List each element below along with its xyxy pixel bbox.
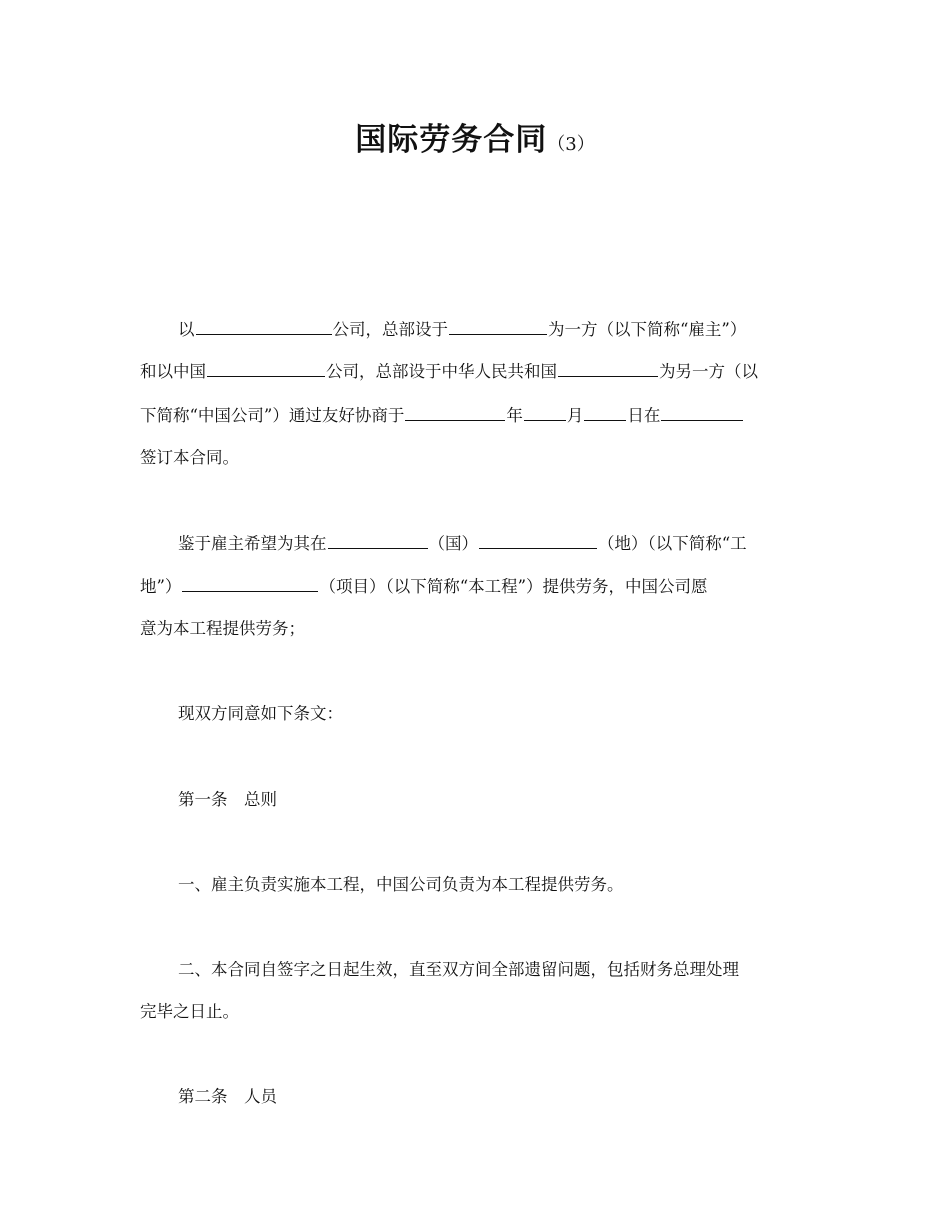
text: 年	[506, 406, 523, 425]
article-2-heading: 第二条 人员	[178, 1087, 277, 1106]
clause-2-line-2: 完毕之日止。	[140, 1002, 239, 1021]
text: （地）（以下简称“工	[598, 534, 747, 553]
text: 地”）	[140, 577, 182, 596]
recital-line-2	[140, 575, 708, 598]
text: 和以中国	[140, 362, 206, 381]
text: 为另一方（以	[659, 362, 758, 381]
text: 月	[566, 406, 584, 425]
blank-field	[524, 404, 566, 421]
blank-field	[661, 404, 743, 421]
text: （国）	[428, 534, 478, 553]
text: 以	[178, 320, 195, 339]
text: 鉴于雇主希望为其在	[178, 534, 327, 553]
recital-line-1	[178, 532, 747, 555]
title-suffix: （3）	[547, 134, 595, 155]
text: 下简称“中国公司”）通过友好协商于	[140, 406, 405, 425]
text: 公司，总部设于	[332, 320, 448, 339]
article-1-heading: 第一条 总则	[178, 790, 277, 809]
text: （项目）（以下简称“本工程”）提供劳务，中国公司愿	[319, 577, 708, 596]
preamble-line-3	[140, 404, 744, 427]
text: 为一方（以下简称“雇主”）	[548, 320, 747, 339]
blank-field	[558, 360, 658, 377]
text: 公司，总部设于中华人民共和国	[326, 362, 557, 381]
preamble-line-1	[178, 318, 746, 341]
preamble-line-2	[140, 360, 758, 383]
recital-line-3: 意为本工程提供劳务；	[140, 619, 305, 638]
document-title	[0, 114, 950, 159]
blank-field	[207, 360, 325, 377]
blank-field	[196, 318, 332, 335]
preamble-line-4: 签订本合同。	[140, 448, 239, 467]
clause-1: 一、雇主负责实施本工程，中国公司负责为本工程提供劳务。	[178, 875, 624, 894]
text: 日在	[627, 406, 661, 425]
agreement-intro: 现双方同意如下条文：	[178, 704, 343, 723]
blank-field	[328, 532, 428, 549]
blank-field	[449, 318, 547, 335]
title-main: 国际劳务合同	[355, 122, 548, 158]
blank-field	[584, 404, 626, 421]
blank-field	[479, 532, 597, 549]
clause-2-line-1: 二、本合同自签字之日起生效，直至双方间全部遗留问题，包括财务总理处理	[178, 960, 739, 979]
blank-field	[182, 575, 318, 592]
blank-field	[405, 404, 505, 421]
